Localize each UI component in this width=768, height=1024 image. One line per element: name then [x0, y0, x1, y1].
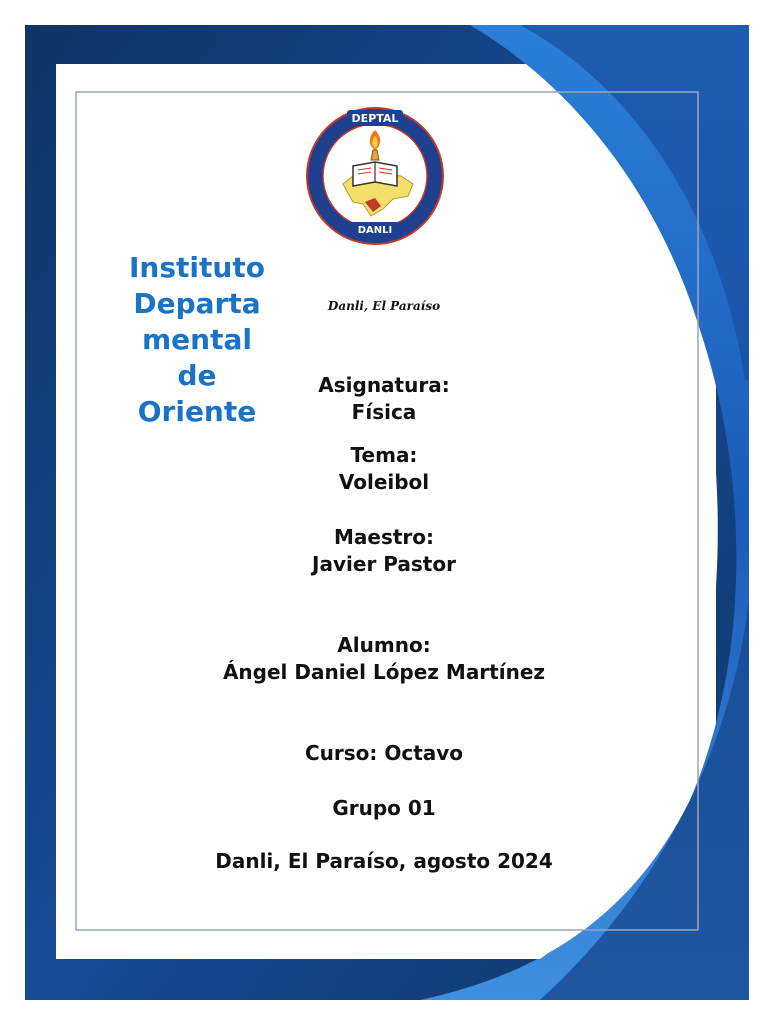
institute-name-line: Departa [133, 287, 261, 320]
topic-block [184, 442, 584, 496]
student-value: Ángel Daniel López Martínez [222, 660, 546, 684]
teacher-value: Javier Pastor [312, 552, 456, 576]
logo-top-text: DEPTAL [351, 112, 399, 125]
location-small: Danli, El Paraíso [327, 299, 441, 313]
institute-name-line: Instituto [129, 251, 265, 284]
student-block [184, 632, 584, 686]
topic-label: Tema: [350, 443, 418, 467]
place-date-line: Danli, El Paraíso, agosto 2024 [215, 849, 553, 873]
subject-value: Física [351, 400, 417, 424]
school-seal-logo [303, 104, 448, 249]
institute-name-line: mental [142, 323, 252, 356]
teacher-label: Maestro: [333, 525, 435, 549]
group-line: Grupo 01 [332, 796, 436, 820]
logo-bottom-text: DANLI [357, 225, 393, 236]
topic-value: Voleibol [338, 470, 430, 494]
subject-block [184, 372, 584, 426]
institute-name-line: Oriente [137, 395, 257, 428]
teacher-block [184, 524, 584, 578]
course-line: Curso: Octavo [304, 741, 464, 765]
institute-name-line: de [177, 359, 217, 392]
logo-right-text [447, 144, 448, 208]
svg-text:DE ORIENTE [447, 144, 448, 208]
student-label: Alumno: [337, 633, 431, 657]
subject-label: Asignatura: [318, 373, 450, 397]
